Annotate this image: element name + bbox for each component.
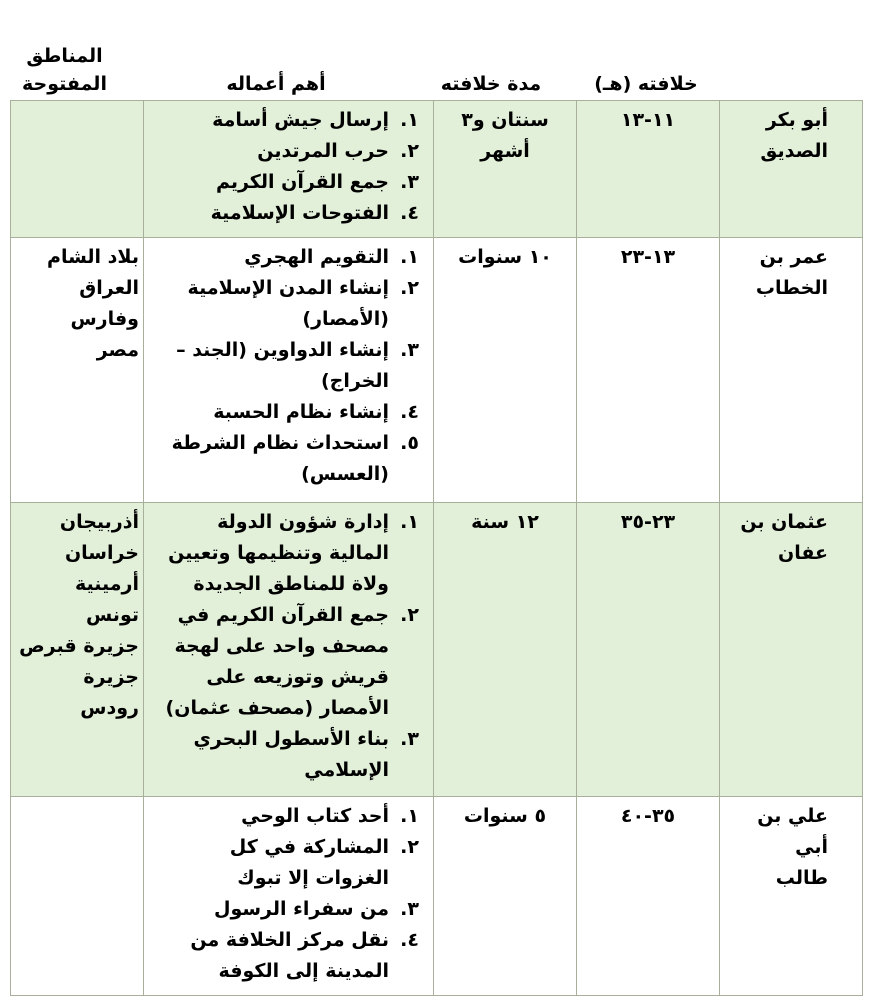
item-number: ٢. xyxy=(400,836,419,858)
table-row xyxy=(11,238,863,503)
works-list-item xyxy=(152,397,419,428)
item-text: إرسال جيش أسامة xyxy=(212,109,389,131)
caliphate-years: ٣٥-٤٠ xyxy=(577,797,720,996)
item-text: استحداث نظام الشرطة (العسس) xyxy=(171,432,389,485)
item-number: ٢. xyxy=(400,277,419,299)
item-number: ٢. xyxy=(400,604,419,626)
item-text: حرب المرتدين xyxy=(257,140,389,162)
works-cell xyxy=(144,797,434,996)
works-list-item xyxy=(152,105,419,136)
works-cell xyxy=(144,101,434,238)
table-row xyxy=(11,101,863,238)
works-list-item xyxy=(152,136,419,167)
item-text: إنشاء الدواوين (الجند – الخراج) xyxy=(176,339,389,392)
item-text: جمع القرآن الكريم في مصحف واحد على لهجة قريش وتوزيعه على الأمصار (مصحف عثمان) xyxy=(165,604,389,719)
header-works: أهم أعماله xyxy=(226,73,326,95)
caliphs-table xyxy=(10,100,863,996)
item-text: الفتوحات الإسلامية xyxy=(210,202,389,224)
caliph-name: عمر بن الخطاب xyxy=(720,238,863,503)
item-number: ١. xyxy=(400,805,419,827)
item-number: ٣. xyxy=(400,898,419,920)
conquered-regions: أذربيجان خراسان أرمينية تونس جزيرة قبرص جزيرة رودس xyxy=(11,503,144,797)
caliphate-years: ١١-١٣ xyxy=(577,101,720,238)
works-list-item xyxy=(152,198,419,229)
works-list-item xyxy=(152,600,419,724)
item-text: نقل مركز الخلافة من المدينة إلى الكوفة xyxy=(190,929,389,982)
caliphate-duration: سنتان و٣ أشهر xyxy=(434,101,577,238)
item-number: ٣. xyxy=(400,339,419,361)
item-text: المشاركة في كل الغزوات إلا تبوك xyxy=(229,836,389,889)
caliph-name: علي بن أبي طالب xyxy=(720,797,863,996)
works-list-item xyxy=(152,273,419,335)
works-cell xyxy=(144,238,434,503)
works-list-item xyxy=(152,507,419,600)
header-regions: المناطق المفتوحة xyxy=(22,45,107,95)
item-number: ١. xyxy=(400,246,419,268)
works-list-item xyxy=(152,832,419,894)
works-cell xyxy=(144,503,434,797)
table-header xyxy=(0,36,871,100)
caliphate-years: ٢٣-٣٥ xyxy=(577,503,720,797)
item-text: التقويم الهجري xyxy=(244,246,389,268)
item-number: ١. xyxy=(400,109,419,131)
caliph-name: عثمان بن عفان xyxy=(720,503,863,797)
works-list xyxy=(152,507,419,786)
works-list-item xyxy=(152,167,419,198)
item-number: ٣. xyxy=(400,728,419,750)
item-number: ٤. xyxy=(400,202,419,224)
works-list xyxy=(152,242,419,490)
works-list-item xyxy=(152,894,419,925)
item-text: إنشاء نظام الحسبة xyxy=(213,401,389,423)
item-text: جمع القرآن الكريم xyxy=(215,171,389,193)
item-number: ٣. xyxy=(400,171,419,193)
conquered-regions: بلاد الشام العراق وفارس مصر xyxy=(11,238,144,503)
header-duration: مدة خلافته xyxy=(440,73,542,95)
works-list-item xyxy=(152,335,419,397)
caliphate-duration: ١٢ سنة xyxy=(434,503,577,797)
item-number: ٤. xyxy=(400,929,419,951)
works-list-item xyxy=(152,428,419,490)
item-text: أحد كتاب الوحي xyxy=(241,805,389,827)
caliphate-duration: ١٠ سنوات xyxy=(434,238,577,503)
item-number: ٢. xyxy=(400,140,419,162)
item-number: ١. xyxy=(400,511,419,533)
conquered-regions xyxy=(11,101,144,238)
header-years: خلافته (هـ) xyxy=(594,73,698,95)
item-number: ٤. xyxy=(400,401,419,423)
item-number: ٥. xyxy=(400,432,419,454)
works-list-item xyxy=(152,242,419,273)
works-list xyxy=(152,801,419,987)
works-list-item xyxy=(152,724,419,786)
item-text: من سفراء الرسول xyxy=(213,898,389,920)
item-text: إدارة شؤون الدولة المالية وتنظيمها وتعيين ولاة للمناطق الجديدة xyxy=(168,511,389,595)
caliphate-duration: ٥ سنوات xyxy=(434,797,577,996)
works-list-item xyxy=(152,801,419,832)
works-list xyxy=(152,105,419,229)
conquered-regions xyxy=(11,797,144,996)
caliph-name: أبو بكر الصديق xyxy=(720,101,863,238)
item-text: بناء الأسطول البحري الإسلامي xyxy=(193,728,389,781)
caliphate-years: ١٣-٢٣ xyxy=(577,238,720,503)
item-text: إنشاء المدن الإسلامية (الأمصار) xyxy=(187,277,389,330)
table-row xyxy=(11,797,863,996)
table-row xyxy=(11,503,863,797)
works-list-item xyxy=(152,925,419,987)
